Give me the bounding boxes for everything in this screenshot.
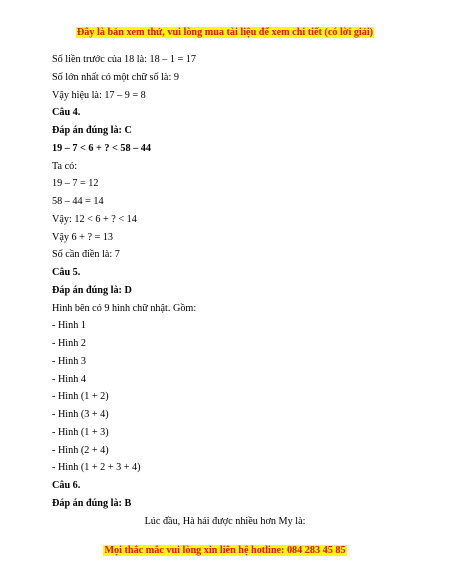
solution-text-line: - Hình 1 (52, 320, 86, 332)
solution-text-line: - Hình (1 + 3) (52, 426, 109, 438)
hotline-notice-text: Mọi thắc mắc vui lòng xin liên hệ hotline: 084 283 45 85 (104, 545, 346, 556)
solution-text-line: Số lớn nhất có một chữ số là: 9 (52, 71, 179, 83)
preview-notice-text: Đây là bản xem thử, vui lòng mua tài liệu để xem chi tiết (có lời giải) (76, 27, 374, 38)
solution-text-line: Vậy hiệu là: 17 – 9 = 8 (52, 89, 146, 101)
solution-text-line: - Hình (1 + 2 + 3 + 4) (52, 462, 141, 474)
solution-text-line: Hình bên có 9 hình chữ nhật. Gồm: (52, 302, 197, 314)
solution-text-line: - Hình (1 + 2) (52, 391, 109, 403)
preview-notice-header (0, 26, 450, 39)
solution-body (52, 51, 412, 530)
solution-heading-line: Câu 5. (52, 267, 81, 278)
solution-text-line: 19 – 7 = 12 (52, 178, 99, 190)
solution-text-line: 58 – 44 = 14 (52, 196, 104, 207)
solution-heading-line: Đáp án đúng là: D (52, 284, 132, 296)
solution-text-line: - Hình 2 (52, 338, 86, 349)
solution-text-line: Ta có: (52, 160, 78, 172)
solution-text-line: - Hình (3 + 4) (52, 409, 109, 420)
solution-heading-line: Đáp án đúng là: B (52, 497, 132, 509)
solution-heading-line: Đáp án đúng là: C (52, 125, 132, 136)
solution-text-line: Lúc đầu, Hà hái được nhiều hơn My là: (144, 515, 306, 527)
solution-heading-line: Câu 6. (52, 480, 81, 491)
solution-text-line: Vậy: 12 < 6 + ? < 14 (52, 213, 137, 225)
solution-text-line: Vậy 6 + ? = 13 (52, 231, 114, 243)
solution-text-line: Số liền trước của 18 là: 18 – 1 = 17 (52, 54, 196, 65)
solution-text-line: Số cần điền là: 7 (52, 249, 120, 261)
solution-text-line: - Hình 3 (52, 355, 86, 367)
solution-text-line: - Hình 4 (52, 373, 86, 385)
solution-heading-line: Câu 4. (52, 107, 81, 119)
hotline-notice-footer (0, 544, 450, 557)
solution-heading-line: 19 – 7 < 6 + ? < 58 – 44 (52, 142, 151, 154)
solution-text-line: - Hình (2 + 4) (52, 444, 109, 456)
